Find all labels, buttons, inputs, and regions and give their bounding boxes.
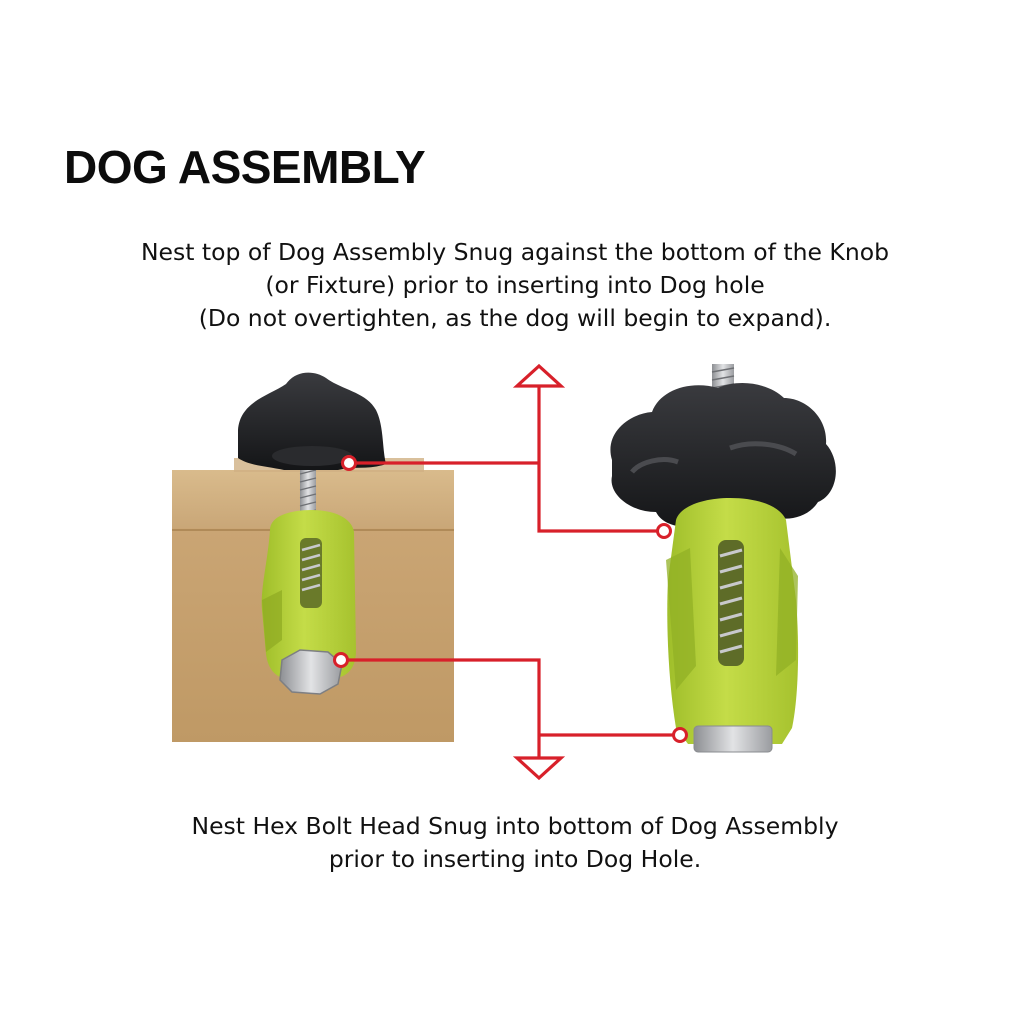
page-title: DOG ASSEMBLY (64, 141, 426, 193)
up-arrow-icon (517, 366, 561, 386)
bottom-instruction-line-1: Nest Hex Bolt Head Snug into bottom of Dog Assembly (191, 812, 839, 840)
bottom-instruction-line-2: prior to inserting into Dog Hole. (328, 845, 702, 873)
top-instruction-line-3: (Do not overtighten, as the dog will begin to expand). (198, 304, 832, 332)
knob-callout-dot-right (658, 525, 671, 538)
top-instruction-line-2: (or Fixture) prior to inserting into Dog hole (265, 271, 765, 299)
top-instruction-line-1: Nest top of Dog Assembly Snug against the bottom of the Knob (140, 238, 890, 266)
hex-bolt-head-right-icon (694, 726, 772, 752)
bolt-callout-dot-right (674, 729, 687, 742)
dog-assembly-photo (610, 364, 835, 752)
installed-dog-photo (172, 373, 454, 742)
down-arrow-icon (517, 758, 561, 778)
bottom-instruction (0, 810, 1030, 876)
knob-callout-dot-left (343, 457, 356, 470)
bolt-callout-dot-left (335, 654, 348, 667)
hex-bolt-head-left-icon (280, 650, 342, 694)
